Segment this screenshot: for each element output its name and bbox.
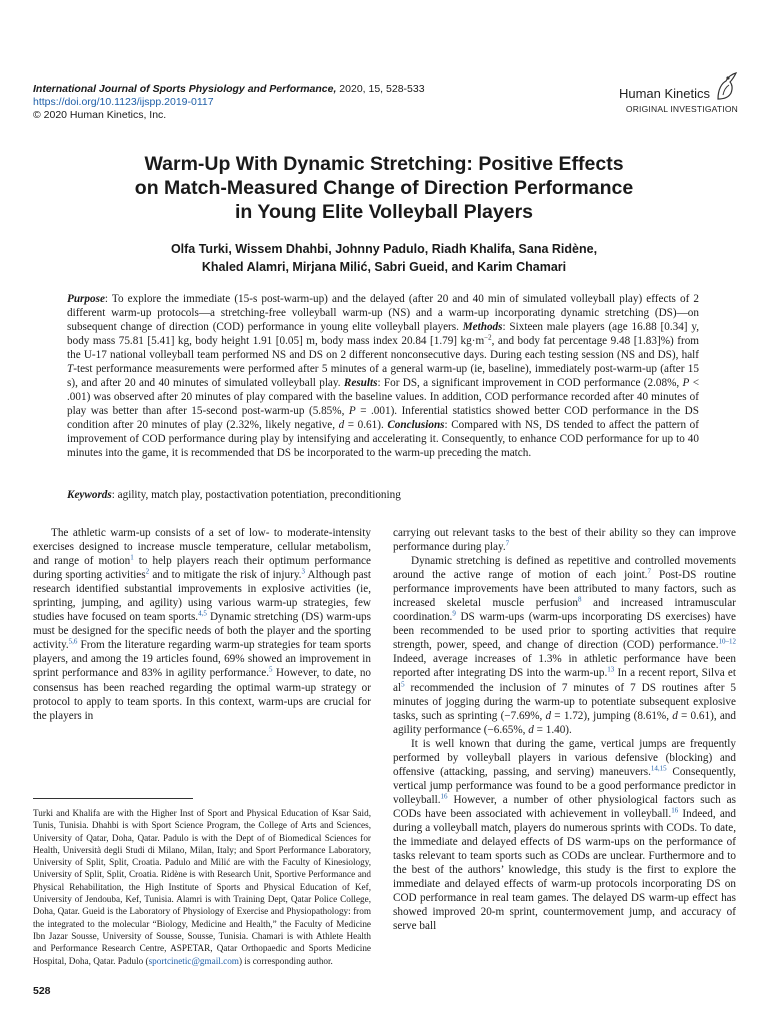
keywords bbox=[67, 488, 699, 502]
human-kinetics-logo-icon bbox=[714, 71, 738, 101]
body-text: Indeed, and during a volleyball match, players do numerous sprints with CODs. To date, the immediate and delayed effects of DS warm-ups on the performance of tasks relevant to team sports such as CODs are unclear. Furthermore and to the best of the authors’ knowledge, this study is the first to explore the immediate and delayed effects of warm-up protocols incorporating DS on COD performance in real team games. The delayed DS warm-up effect has showed improved 20-m sprint, countermovement jump, and accuracy of serve ball bbox=[393, 807, 736, 933]
t-test-symbol: T bbox=[67, 363, 74, 375]
footnote-text: Turki and Khalifa are with the Higher Inst of Sport and Physical Education of Ksar Said, Tunis, Tunisia. Dhahbi is with Sport Science Program, the College of Arts and Sciences, University of Qatar, Doha, Qatar. Padulo is with the Dept of of Biomedical Sciences for Health, Università degli Studi di Milano, Milan, Italy; and Sport Performance Laboratory, University of Split, Split, Croatia. Padulo and Milić are with the Faculty of Kinesiology, University of Split, Split, Croatia. Ridène is with Research Unit, Sportive Performance and Physical Rehabilitation, the High Institute of Sports and Physical Education of Kef, University of Jendouba, Kef, Tunisia. Alamri is with Training Dept, Qatar Police College, Doha, Qatar. Gueid is the Laboratory of Physiology of Exercise and Physiopathology: from the integrated to the molecular “Biology, Medicine and Health,” the Faculty of Medicine Ibn Jazar Sousse, University of Sousse, Sousse, Tunisia. Chamari is with Athlete Health and Performance Research Centre, ASPETAR, Qatar Orthopaedic and Sports Medicine Hospital, Doha, Qatar. Padulo ( bbox=[33, 808, 371, 966]
publisher-name: Human Kinetics bbox=[618, 86, 710, 101]
journal-header bbox=[33, 83, 425, 122]
d-symbol: d bbox=[528, 723, 534, 736]
body-text: carrying out relevant tasks to the best of their ability so they can improve performance during play. bbox=[393, 527, 736, 554]
body-text: = 1.72), jumping (8.61%, bbox=[551, 709, 673, 722]
body-text: Indeed, average increases of 1.3% in athletic performance have been reported after integrating DS into the warm-up. bbox=[393, 653, 736, 680]
citation-ref[interactable]: 16 bbox=[440, 792, 448, 801]
purpose-label: Purpose bbox=[67, 293, 105, 305]
citation-ref[interactable]: 14,15 bbox=[650, 764, 667, 773]
body-paragraph bbox=[393, 526, 736, 554]
citation-ref[interactable]: 16 bbox=[671, 806, 679, 815]
keywords-label: Keywords bbox=[67, 489, 112, 501]
body-text: to help players reach their optimum performance during sporting activities bbox=[33, 555, 371, 582]
results-label: Results bbox=[343, 377, 378, 389]
d-symbol: d bbox=[672, 709, 678, 722]
body-text: In a recent report, Silva et al bbox=[393, 667, 736, 694]
body-text: Consequently, vertical jump performance was found to be a good performance predictor in volleyball. bbox=[393, 765, 736, 806]
body-text: Although past research identified substantial improvements in explosive activities (ie, sprinting, jumping, and agility) using various warm-up strategies, few studies have focused on team sports. bbox=[33, 569, 372, 624]
citation-ref[interactable]: 5 bbox=[269, 665, 273, 674]
journal-details: 2020, 15, 528-533 bbox=[336, 83, 425, 95]
methods-text: , and body fat percentage 9.48 [1.83]%) from the U-17 national volleyball team performed NS and DS on 2 different nonconsecutive days. During each testing session (NS and DS), half bbox=[67, 335, 700, 361]
copyright: © 2020 Human Kinetics, Inc. bbox=[33, 109, 167, 121]
authors-line: Olfa Turki, Wissem Dhahbi, Johnny Padulo, Riadh Khalifa, Sana Ridène, bbox=[170, 242, 598, 256]
body-text: DS warm-ups (warm-ups incorporating DS exercises) have been recommended to be used prior to sporting activities that require strength, power, speed, and change of direction (COD) performance. bbox=[393, 611, 736, 652]
results-text: : For DS, a significant improvement in COD performance (2.08%, bbox=[377, 377, 683, 389]
body-text: and increased intramuscular coordination. bbox=[393, 597, 736, 624]
citation-ref[interactable]: 5,6 bbox=[68, 637, 78, 646]
body-text: = 0.61), and agility performance (−6.65%, bbox=[393, 709, 736, 736]
citation-ref[interactable]: 7 bbox=[647, 567, 651, 576]
d-symbol: d bbox=[338, 419, 345, 431]
methods-label: Methods bbox=[462, 321, 503, 333]
citation-ref[interactable]: 5 bbox=[401, 679, 405, 688]
citation-ref[interactable]: 13 bbox=[607, 665, 615, 674]
author-list bbox=[0, 240, 768, 276]
body-paragraph bbox=[393, 737, 736, 934]
results-text: = .001). Inferential statistics showed better COD performance in the DS condition after 20 minutes of play (2.32%, likely negative, bbox=[67, 405, 699, 431]
d-symbol: d bbox=[545, 709, 552, 722]
article-title bbox=[0, 152, 768, 224]
citation-ref[interactable]: 9 bbox=[452, 609, 456, 618]
citation-ref[interactable]: 8 bbox=[577, 595, 582, 604]
page-number: 528 bbox=[33, 985, 51, 997]
article-type: ORIGINAL INVESTIGATION bbox=[625, 104, 738, 114]
body-text: It is well known that during the game, vertical jumps are frequently performed by volleyball players in various defensive (blocking) and offensive (attacking, passing, and serving) maneuvers. bbox=[393, 737, 736, 778]
journal-name: International Journal of Sports Physiology and Performance, bbox=[33, 83, 337, 95]
footnote-text: ) is corresponding author. bbox=[238, 955, 333, 966]
methods-text: : Sixteen male players (age 16.88 [0.34] y, body mass 75.81 [5.41] kg, body height 1.91 [0.05] m, body mass index 20.84 [1.79] kg·m bbox=[67, 321, 699, 347]
results-text: = 0.61). bbox=[344, 419, 388, 431]
purpose-text: : To explore the immediate (15-s post-warm-up) and the delayed (after 20 and 40 min of simulated volleyball play) effects of 2 different warm-up protocols—a stretching-free volleyball warm-up (NS) and a warm-up incorporating dynamic stretching (DS)—on subsequent change of direction (COD) performance in young elite volleyball players. bbox=[67, 293, 699, 333]
conclusions-text: : Compared with NS, DS tended to affect the pattern of improvement of COD performance during play by intensifying and accelerating it. Consequently, to enhance COD performance for up to 40 minutes into the game, it is recommended that DS be incorporated to the warm-up preceding the match. bbox=[67, 419, 699, 459]
citation-ref[interactable]: 3 bbox=[301, 567, 305, 576]
authors-line: Khaled Alamri, Mirjana Milić, Sabri Gueid, and Karim Chamari bbox=[201, 260, 567, 274]
results-text: < .001) was observed after 20 minutes of play compared with the baseline values. In addition, COD performance recorded after 40 minutes of play was better than after 15-second post-warm-up (5.85%, bbox=[67, 377, 700, 417]
body-column-right bbox=[393, 526, 736, 933]
citation-ref[interactable]: 7 bbox=[505, 539, 510, 548]
citation-ref[interactable]: 2 bbox=[145, 567, 150, 576]
methods-text: -test performance measurements were performed after 5 minutes of a general warm-up (ie, baseline), immediately post-warm-up (after 15 s), and after 20 and 40 minutes of simulated volleyball play. bbox=[67, 363, 699, 389]
body-text: The athletic warm-up consists of a set of low- to moderate-intensity exercises designed to increase muscle temperature, cellular metabolism, and range of motion bbox=[33, 527, 371, 568]
conclusions-label: Conclusions bbox=[387, 419, 445, 431]
title-line: in Young Elite Volleyball Players bbox=[234, 201, 533, 223]
p-symbol: P bbox=[682, 377, 690, 389]
journal-citation bbox=[33, 83, 425, 96]
title-line: on Match-Measured Change of Direction Performance bbox=[134, 177, 634, 199]
keywords-text: : agility, match play, postactivation potentiation, preconditioning bbox=[111, 489, 401, 501]
citation-ref[interactable]: 1 bbox=[130, 553, 134, 562]
corresponding-email-link[interactable]: sportcinetic@gmail.com bbox=[148, 955, 239, 966]
body-text: Dynamic stretching is defined as repetitive and controlled movements around the active range of motion of each joint. bbox=[393, 555, 736, 582]
footnote-divider bbox=[33, 798, 193, 799]
citation-ref[interactable]: 10–12 bbox=[718, 637, 736, 646]
p-symbol: P bbox=[348, 405, 356, 417]
body-text: and to mitigate the risk of injury. bbox=[149, 569, 302, 582]
doi-link[interactable]: https://doi.org/10.1123/ijspp.2019-0117 bbox=[33, 96, 214, 108]
unit-exponent: −2 bbox=[484, 333, 492, 342]
abstract bbox=[67, 292, 699, 460]
body-text: Dynamic stretching (DS) warm-ups must be designed for the specific needs of both the player and the sporting activity. bbox=[33, 611, 371, 652]
body-text: From the literature regarding warm-up strategies for team sports players, and among the 19 articles found, 69% showed an improvement in sprint performance and 83% in agility performance. bbox=[33, 639, 371, 680]
body-text: Post-DS routine performance improvements have been attributed to many factors, such as increased skeletal muscle perfusion bbox=[393, 569, 736, 610]
body-paragraph bbox=[393, 554, 736, 737]
body-text: recommended the inclusion of 7 minutes of 7 DS routines after 5 minutes of jogging during the warm-up to potentiate subsequent explosive tasks, such as sprinting (−7.69%, bbox=[393, 681, 736, 722]
affiliation-footnote bbox=[33, 807, 371, 967]
publisher-block bbox=[619, 71, 738, 114]
body-paragraph bbox=[33, 526, 371, 723]
body-text: However, a number of other physiological factors such as CODs have been associated with achievement in volleyball. bbox=[393, 793, 736, 820]
title-line: Warm-Up With Dynamic Stretching: Positive Effects bbox=[144, 153, 624, 175]
body-text: = 1.40). bbox=[533, 723, 572, 736]
body-text: However, to date, no consensus has been reached regarding the optimal warm-up strategy or protocol to apply to team sports. In this context, warm-ups are crucial for the players in bbox=[33, 667, 372, 722]
body-column-left bbox=[33, 526, 371, 723]
citation-ref[interactable]: 4,5 bbox=[198, 609, 207, 618]
